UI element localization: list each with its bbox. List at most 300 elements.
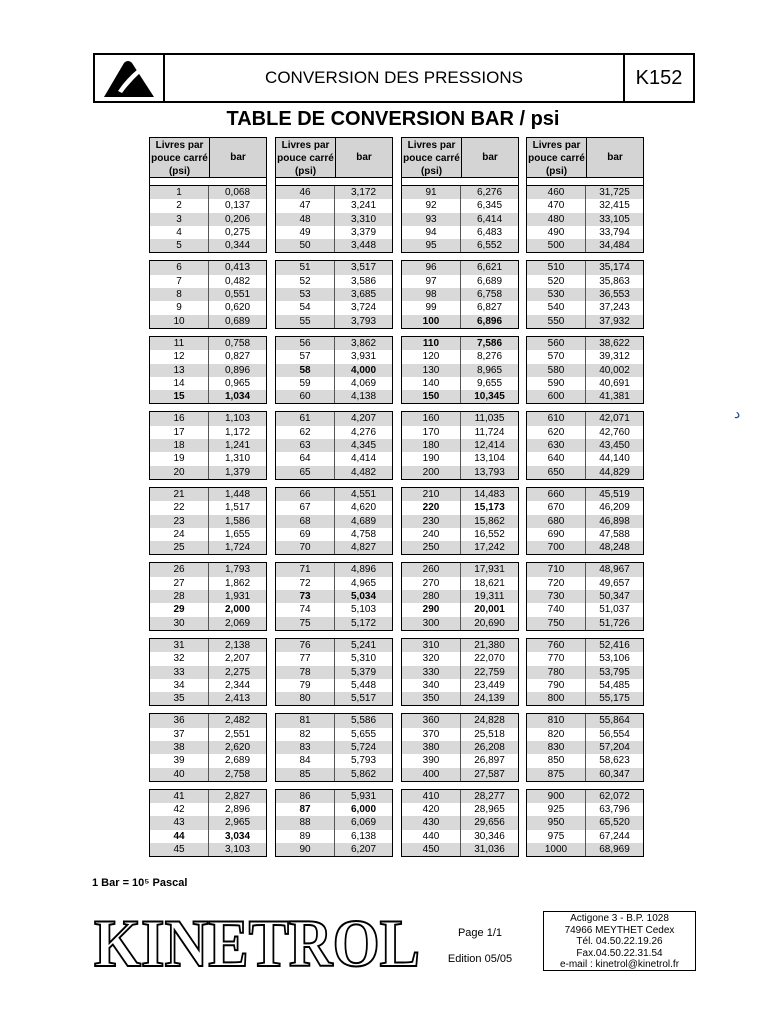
psi-value: 49 (276, 226, 335, 239)
table-row (527, 728, 643, 741)
bar-value: 33,794 (599, 226, 630, 238)
psi-value: 67 (276, 501, 335, 514)
table-row (527, 199, 643, 212)
table-row (276, 603, 392, 616)
table-row (527, 768, 643, 781)
row-group (526, 336, 644, 404)
table-row (150, 754, 266, 767)
table-row (150, 226, 266, 239)
table-row (402, 666, 518, 679)
table-row (150, 466, 266, 479)
logo (95, 55, 165, 101)
psi-value: 830 (527, 741, 586, 754)
bar-value: 28,965 (474, 804, 505, 816)
table-row (150, 603, 266, 616)
table-row (527, 213, 643, 226)
psi-value: 72 (276, 577, 335, 590)
bar-value: 4,345 (350, 440, 377, 452)
bar-value: 52,416 (599, 639, 630, 651)
brand-wordmark (94, 906, 424, 975)
table-row (276, 439, 392, 452)
table-row (527, 439, 643, 452)
table-row (276, 364, 392, 377)
bar-value: 23,449 (474, 679, 505, 691)
bar-value: 20,690 (474, 617, 505, 629)
bar-value: 6,276 (476, 187, 503, 198)
psi-value: 670 (527, 501, 586, 514)
psi-value: 20 (150, 466, 209, 479)
psi-value: 79 (276, 679, 335, 692)
table-row (150, 261, 266, 274)
bar-value: 2,275 (224, 666, 251, 678)
table-row (402, 213, 518, 226)
table-row (527, 301, 643, 314)
bar-value: 4,276 (350, 426, 377, 438)
table-row (402, 426, 518, 439)
bar-value: 5,655 (350, 728, 377, 740)
psi-value: 61 (276, 412, 335, 425)
table-row (150, 666, 266, 679)
row-group (526, 713, 644, 781)
table-row (402, 830, 518, 843)
psi-value: 11 (150, 337, 209, 350)
bar-value: 1,862 (224, 577, 251, 589)
table-row (276, 213, 392, 226)
row-group (275, 713, 393, 781)
bar-value: 2,138 (224, 639, 251, 651)
psi-value: 770 (527, 652, 586, 665)
psi-value: 975 (527, 830, 586, 843)
table-row (276, 377, 392, 390)
bar-value: 53,795 (599, 666, 630, 678)
bar-header: bar (482, 152, 498, 163)
row-group (275, 260, 393, 328)
bar-value: 39,312 (599, 351, 630, 363)
psi-value: 86 (276, 790, 335, 803)
psi-value: 76 (276, 639, 335, 652)
psi-value: 53 (276, 288, 335, 301)
psi-value: 18 (150, 439, 209, 452)
row-group (149, 411, 267, 479)
bar-value: 19,311 (474, 591, 505, 603)
psi-value: 120 (402, 350, 461, 363)
table-row (276, 452, 392, 465)
psi-value: 83 (276, 741, 335, 754)
psi-value: 9 (150, 301, 209, 314)
table-row (527, 790, 643, 803)
row-group (275, 411, 393, 479)
bar-value: 0,206 (224, 213, 251, 225)
psi-value: 2 (150, 199, 209, 212)
header-title: CONVERSION DES PRESSIONS (265, 68, 523, 87)
table-row (276, 679, 392, 692)
psi-value: 69 (276, 528, 335, 541)
table-row (402, 728, 518, 741)
row-group (401, 336, 519, 404)
bar-value: 6,689 (476, 275, 503, 287)
psi-header: Livres par pouce carré (psi) (150, 138, 210, 177)
psi-value: 510 (527, 261, 586, 274)
psi-value: 470 (527, 199, 586, 212)
psi-value: 260 (402, 563, 461, 576)
psi-value: 68 (276, 515, 335, 528)
table-row (402, 377, 518, 390)
psi-value: 560 (527, 337, 586, 350)
table-row (527, 239, 643, 252)
psi-value: 6 (150, 261, 209, 274)
conversion-column (149, 137, 267, 864)
psi-value: 640 (527, 452, 586, 465)
psi-value: 27 (150, 577, 209, 590)
bar-value: 21,380 (474, 639, 505, 651)
table-row (276, 301, 392, 314)
table-row (527, 315, 643, 328)
psi-value: 350 (402, 692, 461, 705)
psi-value: 700 (527, 541, 586, 554)
table-row (150, 617, 266, 630)
row-group (401, 713, 519, 781)
bar-value: 17,931 (474, 564, 505, 576)
bar-value: 26,208 (474, 741, 505, 753)
row-group (526, 789, 644, 857)
psi-value: 580 (527, 364, 586, 377)
psi-value: 19 (150, 452, 209, 465)
kinetrol-logo-icon (100, 57, 158, 99)
table-row (402, 390, 518, 403)
bar-value: 45,519 (599, 488, 630, 500)
table-row (402, 337, 518, 350)
bar-value: 2,551 (224, 728, 251, 740)
table-row (150, 315, 266, 328)
psi-value: 37 (150, 728, 209, 741)
table-row (527, 590, 643, 603)
psi-value: 500 (527, 239, 586, 252)
table-row (276, 466, 392, 479)
table-row (402, 577, 518, 590)
table-row (527, 466, 643, 479)
psi-value: 94 (402, 226, 461, 239)
contact-box (543, 911, 696, 971)
table-row (402, 754, 518, 767)
psi-value: 97 (402, 275, 461, 288)
table-row (527, 639, 643, 652)
table-row (527, 501, 643, 514)
psi-value: 35 (150, 692, 209, 705)
table-row (527, 377, 643, 390)
table-row (527, 816, 643, 829)
table-row (402, 288, 518, 301)
bar-value: 62,072 (599, 790, 630, 802)
bar-value: 7,586 (476, 337, 503, 349)
psi-value: 44 (150, 830, 209, 843)
psi-value: 42 (150, 803, 209, 816)
table-row (276, 577, 392, 590)
table-row (276, 666, 392, 679)
psi-value: 430 (402, 816, 461, 829)
psi-value: 40 (150, 768, 209, 781)
table-row (150, 679, 266, 692)
psi-value: 340 (402, 679, 461, 692)
bar-value: 42,071 (599, 413, 630, 425)
table-row (402, 315, 518, 328)
table-row (150, 239, 266, 252)
bar-value: 34,484 (599, 240, 630, 252)
header-gap (526, 178, 644, 185)
row-group (149, 336, 267, 404)
psi-value: 160 (402, 412, 461, 425)
psi-value: 320 (402, 652, 461, 665)
table-row (276, 816, 392, 829)
conversion-column (526, 137, 644, 864)
table-row (276, 541, 392, 554)
psi-value: 84 (276, 754, 335, 767)
bar-value: 40,002 (599, 364, 630, 376)
table-row (276, 830, 392, 843)
psi-value: 540 (527, 301, 586, 314)
table-row (150, 803, 266, 816)
table-row (276, 412, 392, 425)
row-group (526, 185, 644, 253)
psi-value: 820 (527, 728, 586, 741)
contact-fax: Fax.04.50.22.31.54 (576, 947, 663, 959)
psi-value: 600 (527, 390, 586, 403)
table-row (402, 501, 518, 514)
psi-value: 760 (527, 639, 586, 652)
bar-value: 0,413 (224, 262, 251, 274)
row-group (275, 336, 393, 404)
table-row (150, 790, 266, 803)
conversion-column (401, 137, 519, 864)
table-row (527, 337, 643, 350)
bar-value: 1,241 (224, 440, 251, 452)
table-row (527, 666, 643, 679)
bar-value: 1,379 (224, 466, 251, 478)
bar-value: 3,931 (350, 351, 377, 363)
table-row (150, 350, 266, 363)
table-row (402, 488, 518, 501)
table-row (527, 528, 643, 541)
bar-value: 4,000 (350, 364, 377, 376)
header-gap (149, 178, 267, 185)
table-row (150, 412, 266, 425)
psi-value: 800 (527, 692, 586, 705)
psi-value: 56 (276, 337, 335, 350)
document-code: K152 (623, 55, 693, 101)
psi-value: 690 (527, 528, 586, 541)
bar-value: 4,207 (350, 413, 377, 425)
bar-value: 1,448 (224, 488, 251, 500)
bar-value: 65,520 (599, 817, 630, 829)
page-number: Page 1/1 (457, 927, 503, 939)
psi-value: 380 (402, 741, 461, 754)
psi-value: 32 (150, 652, 209, 665)
brand-text: KINETROL (94, 906, 420, 970)
conversion-column (275, 137, 393, 864)
psi-value: 34 (150, 679, 209, 692)
bar-value: 0,620 (224, 302, 251, 314)
psi-value: 10 (150, 315, 209, 328)
table-row (150, 692, 266, 705)
header-gap (275, 178, 393, 185)
psi-value: 610 (527, 412, 586, 425)
row-group (275, 487, 393, 555)
bar-value: 1,034 (224, 391, 251, 403)
psi-value: 89 (276, 830, 335, 843)
psi-value: 310 (402, 639, 461, 652)
psi-value: 190 (402, 452, 461, 465)
document-header (93, 53, 695, 103)
psi-value: 96 (402, 261, 461, 274)
bar-value: 0,275 (224, 226, 251, 238)
psi-value: 71 (276, 563, 335, 576)
psi-value: 720 (527, 577, 586, 590)
table-row (150, 199, 266, 212)
table-row (276, 488, 392, 501)
bar-value: 15,862 (474, 515, 505, 527)
bar-value: 3,517 (350, 262, 377, 274)
psi-value: 48 (276, 213, 335, 226)
psi-value: 280 (402, 590, 461, 603)
bar-value: 40,691 (599, 377, 630, 389)
bar-value: 3,034 (224, 830, 251, 842)
row-group (401, 185, 519, 253)
bar-value: 6,207 (350, 844, 377, 856)
bar-value: 0,896 (224, 364, 251, 376)
table-row (276, 288, 392, 301)
table-row (150, 186, 266, 199)
psi-value: 390 (402, 754, 461, 767)
bar-value: 42,760 (599, 426, 630, 438)
table-row (150, 275, 266, 288)
bar-value: 26,897 (474, 755, 505, 767)
bar-value: 0,551 (224, 289, 251, 301)
psi-value: 38 (150, 741, 209, 754)
psi-value: 460 (527, 186, 586, 199)
bar-value: 2,827 (224, 790, 251, 802)
bar-value: 1,517 (224, 502, 251, 514)
bar-value: 3,448 (350, 240, 377, 252)
psi-value: 78 (276, 666, 335, 679)
bar-value: 35,863 (599, 275, 630, 287)
psi-value: 270 (402, 577, 461, 590)
psi-value: 440 (402, 830, 461, 843)
bar-value: 55,175 (599, 693, 630, 705)
psi-value: 55 (276, 315, 335, 328)
bar-value: 3,793 (350, 315, 377, 327)
bar-value: 5,931 (350, 790, 377, 802)
bar-value: 29,656 (474, 817, 505, 829)
psi-value: 46 (276, 186, 335, 199)
table-row (150, 301, 266, 314)
bar-value: 6,827 (476, 302, 503, 314)
bar-value: 10,345 (474, 391, 505, 403)
psi-value: 925 (527, 803, 586, 816)
psi-value: 3 (150, 213, 209, 226)
psi-value: 57 (276, 350, 335, 363)
header-gap (401, 178, 519, 185)
psi-value: 650 (527, 466, 586, 479)
row-group (149, 487, 267, 555)
table-row (150, 728, 266, 741)
bar-value: 6,621 (476, 262, 503, 274)
psi-value: 4 (150, 226, 209, 239)
table-row (276, 768, 392, 781)
bar-value: 57,204 (599, 741, 630, 753)
table-row (402, 679, 518, 692)
contact-email[interactable]: e-mail : kinetrol@kinetrol.fr (559, 959, 680, 970)
psi-value: 850 (527, 754, 586, 767)
table-row (527, 617, 643, 630)
bar-value: 44,140 (599, 453, 630, 465)
table-row (276, 754, 392, 767)
bar-value: 3,379 (350, 226, 377, 238)
psi-value: 130 (402, 364, 461, 377)
bar-value: 11,035 (474, 413, 505, 425)
bar-value: 0,965 (224, 377, 251, 389)
table-row (276, 692, 392, 705)
column-header (275, 137, 393, 178)
table-row (276, 350, 392, 363)
bar-value: 14,483 (474, 488, 505, 500)
bar-value: 0,758 (224, 337, 251, 349)
table-row (276, 590, 392, 603)
bar-value: 48,967 (599, 564, 630, 576)
bar-value: 48,248 (599, 542, 630, 554)
bar-value: 5,034 (350, 591, 377, 603)
bar-value: 3,685 (350, 289, 377, 301)
psi-value: 100 (402, 315, 461, 328)
table-row (276, 226, 392, 239)
psi-value: 74 (276, 603, 335, 616)
edition: Edition 05/05 (447, 953, 513, 965)
psi-value: 1000 (527, 843, 586, 856)
bar-value: 5,517 (350, 693, 377, 705)
psi-value: 480 (527, 213, 586, 226)
psi-value: 58 (276, 364, 335, 377)
psi-value: 92 (402, 199, 461, 212)
bar-value: 8,276 (476, 351, 503, 363)
bar-value: 43,450 (599, 440, 630, 452)
psi-value: 13 (150, 364, 209, 377)
table-row (527, 741, 643, 754)
bar-value: 6,000 (350, 804, 377, 816)
psi-value: 29 (150, 603, 209, 616)
psi-header: Livres par pouce carré (psi) (276, 138, 336, 177)
table-row (527, 843, 643, 856)
psi-value: 66 (276, 488, 335, 501)
psi-value: 420 (402, 803, 461, 816)
psi-value: 740 (527, 603, 586, 616)
psi-header: Livres par pouce carré (psi) (527, 138, 587, 177)
table-row (402, 590, 518, 603)
bar-value: 6,138 (350, 830, 377, 842)
bar-value: 2,344 (224, 679, 251, 691)
page-info (440, 927, 520, 965)
bar-value: 3,310 (350, 213, 377, 225)
table-row (150, 541, 266, 554)
bar-value: 5,103 (350, 604, 377, 616)
table-row (527, 603, 643, 616)
bar-value: 3,103 (224, 844, 251, 856)
psi-value: 810 (527, 714, 586, 727)
bar-value: 0,344 (224, 240, 251, 252)
bar-value: 0,137 (224, 200, 251, 212)
table-row (402, 186, 518, 199)
bar-value: 2,896 (224, 804, 251, 816)
table-row (150, 439, 266, 452)
bar-value: 68,969 (599, 844, 630, 856)
bar-value: 4,758 (350, 528, 377, 540)
